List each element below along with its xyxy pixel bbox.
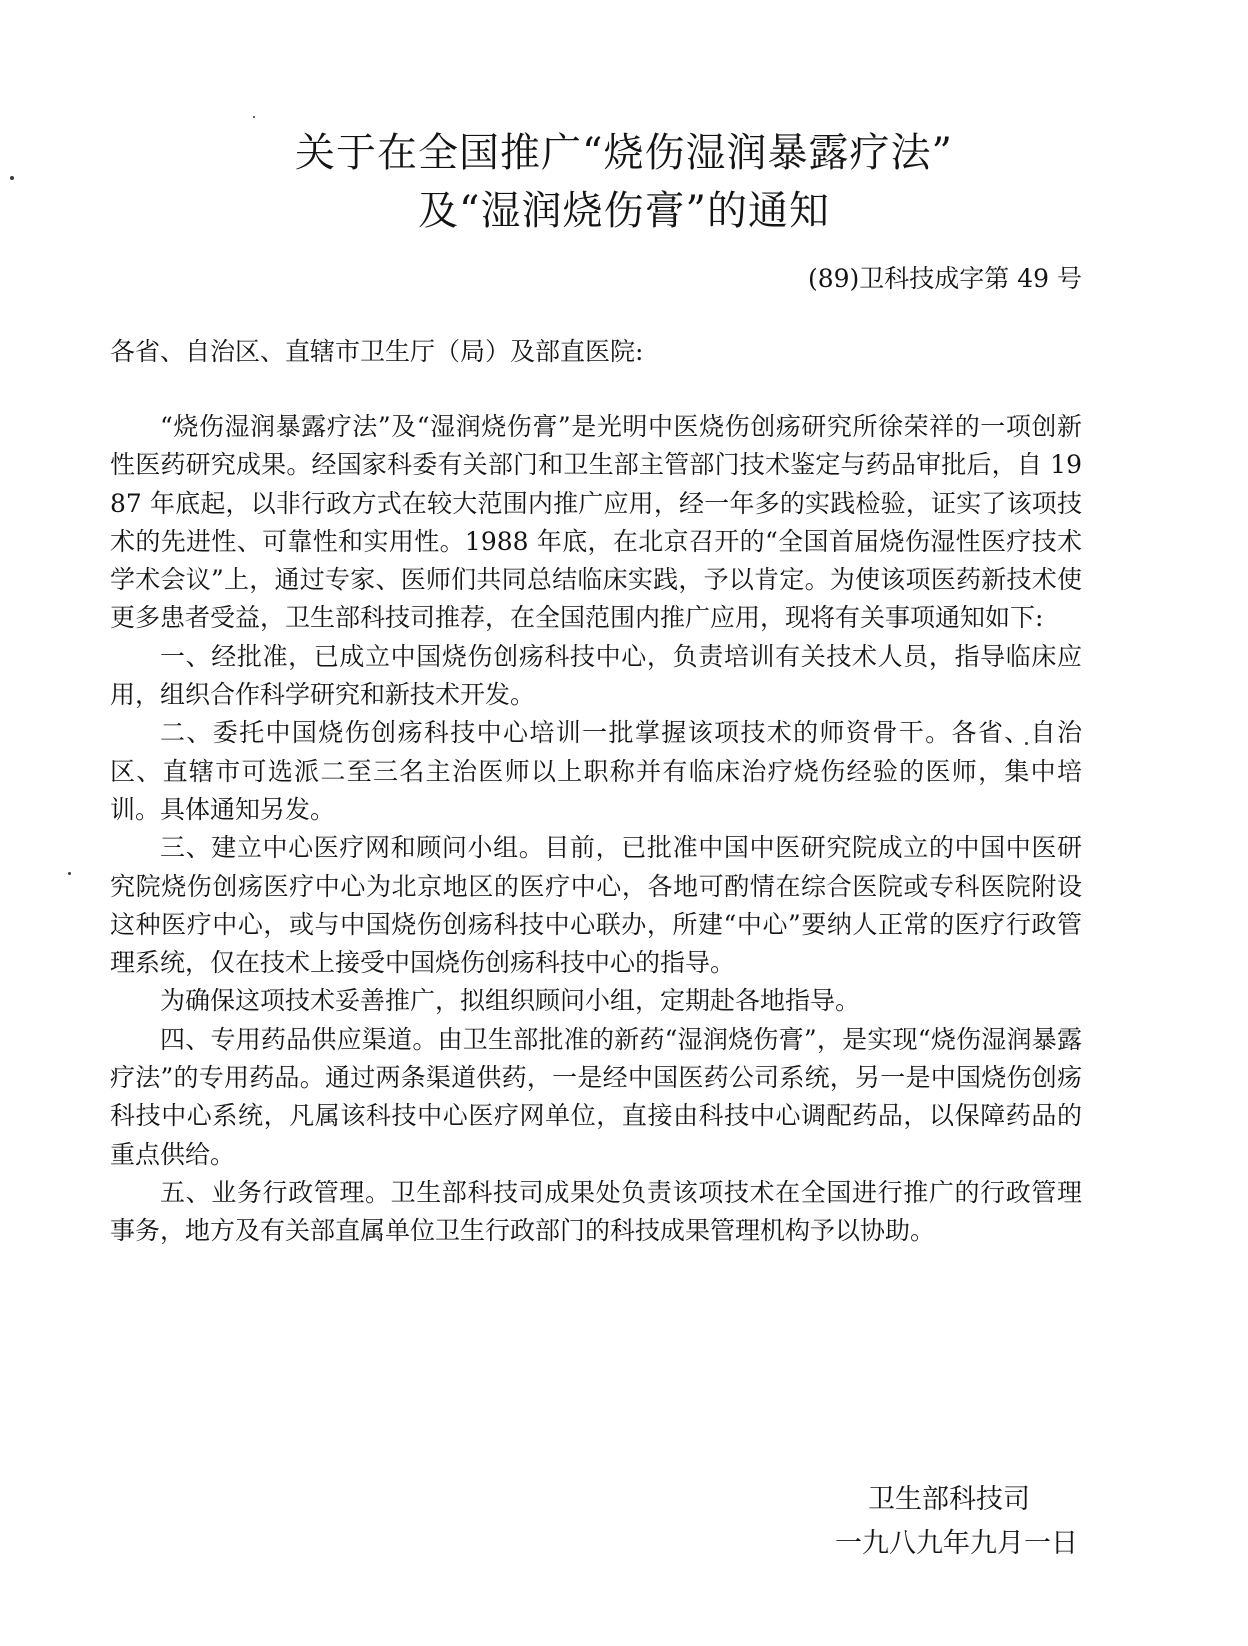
body-paragraph-advisory: 为确保这项技术妥善推广，拟组织顾问小组，定期赴各地指导。 — [160, 986, 861, 1016]
document-number: (89)卫科技成字第 49 号 — [807, 264, 1082, 293]
body-paragraph-item-3: 三、建立中心医疗网和顾问小组。目前，已批准中国中医研究院成立的中国中医研究院烧伤创疡医疗中心为北京地区的医疗中心，各地可酌情在综合医院或专科医院附设这种医疗中心，或与中国烧伤创疡科技中心联办，所建“中心”要纳人正常的医疗行政管理系统，仅在技术上接受中国烧伤创疡科技中心的指导。 — [110, 833, 1082, 978]
scan-speck — [68, 872, 71, 875]
salutation: 各省、自治区、直辖市卫生厅（局）及部直医院: — [110, 337, 644, 366]
document-title-line-2: 及“湿润烧伤膏”的通知 — [418, 188, 830, 234]
signature-organization: 卫生部科技司 — [868, 1484, 1030, 1515]
body-paragraph-item-1: 一、经批准，已成立中国烧伤创疡科技中心，负责培训有关技术人员，指导临床应用，组织合作科学研究和新技术开发。 — [110, 641, 1082, 710]
scan-speck — [253, 116, 255, 118]
body-paragraph-intro: “烧伤湿润暴露疗法”及“湿润烧伤膏”是光明中医烧伤创疡研究所徐荣祥的一项创新性医药研究成果。经国家科委有关部门和卫生部主管部门技术鉴定与药品审批后，自 1987 年底起，以非行政方式在较大范围内推广应用，经一年多的实践检验，证实了该项技术的先进性、可靠性和实用性。1988 年底，在北京召开的“全国首届烧伤湿性医疗技术学术会议”上，通过专家、医师们共同总结临床实践，予以肯定。为使该项医药新技术使更多患者受益，卫生部科技司推荐，在全国范围内推广应用，现将有关事项通知如下: — [110, 412, 1082, 633]
signature-block — [835, 1478, 1078, 1566]
document-title-line-1: 关于在全国推广“烧伤湿润暴露疗法” — [295, 130, 953, 176]
body-paragraph-item-5: 五、业务行政管理。卫生部科技司成果处负责该项技术在全国进行推广的行政管理事务，地方及有关部直属单位卫生行政部门的科技成果管理机构予以协助。 — [110, 1177, 1082, 1246]
body-paragraph-item-4: 四、专用药品供应渠道。由卫生部批准的新药“湿润烧伤膏”，是实现“烧伤湿润暴露疗法”的专用药品。通过两条渠道供药，一是经中国医药公司系统，另一是中国烧伤创疡科技中心系统，凡属该科技中心医疗网单位，直接由科技中心调配药品，以保障药品的重点供给。 — [110, 1024, 1082, 1169]
body-paragraph-item-2: 二、委托中国烧伤创疡科技中心培训一批掌握该项技术的师资骨干。各省、自治区、直辖市可选派二至三名主治医师以上职称并有临床治疗烧伤经验的医师，集中培训。具体通知另发。 — [110, 718, 1082, 824]
signature-date: 一九八九年九月一日 — [835, 1528, 1078, 1559]
document-body — [110, 408, 1082, 1251]
